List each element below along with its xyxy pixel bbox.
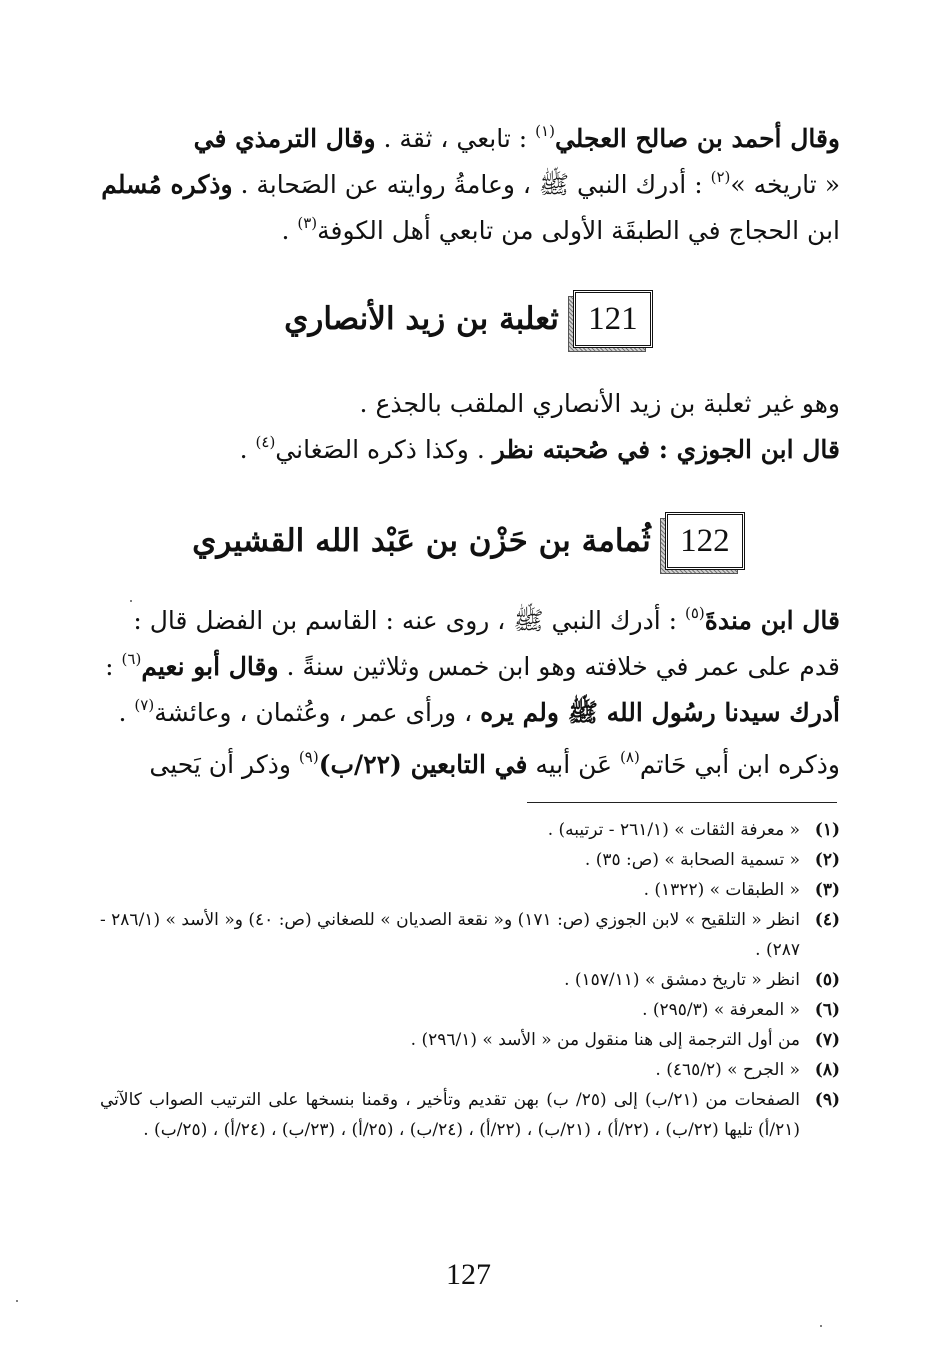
entry-title: ثُمامة بن حَزْن بن عَبْد الله القشيري: [192, 523, 651, 559]
text-line: أدرك سيدنا رسُول الله ﷺ ولم يره ، ورأى عمر ، وعُثمان ، وعائشة$^{(٧)}$ .: [118, 695, 840, 727]
footnote-separator: [527, 802, 837, 803]
text-line: وذكره ابن أبي حَاتم$^{(٨)}$ عَن أبيه في التابعين (٢٢/ب)$^{(٩)}$ وذكر أن يَحيى: [149, 747, 840, 779]
footnote: (٨) « الجرح » (٤٦٥/٢) .: [655, 1060, 840, 1080]
text-line: « تاريخه »$^{(٢)}$ : أدرك النبي ﷺ ، وعامةُ روايته عن الصَحابة . وذكره مُسلم: [101, 167, 840, 199]
entry-122-body: [100, 598, 840, 788]
footnote: (٩) الصفحات من (٢١/ب) إلى (٢٥/ ب) بهن تقديم وتأخير ، وقمنا بنسخها على الترتيب الصواب كالآتي (٢١/أ) تليها (٢٢/ب) ، (٢٢/أ) ، (٢١/ب) ، (٢٢/أ) ، (٢٤/ب) ، (٢٥/أ) ، (٢٣/ب) ، (٢٤/أ) ، (٢٥/ب) .: [100, 1090, 840, 1140]
footnote: (٥) انظر « تاريخ دمشق » (١٥٧/١١) .: [564, 970, 840, 990]
entry-number-box: 122: [665, 512, 745, 570]
entry-number-box: 121: [573, 290, 653, 348]
page-number: 127: [446, 1258, 491, 1291]
footnote: (١) « معرفة الثقات » (٢٦١/١ - ترتيبه) .: [547, 820, 840, 840]
footnote: (٤) انظر « التلقيح » لابن الجوزي (ص: ١٧١) و« نقعة الصديان » للصغاني (ص: ٤٠) و« الأسد » (٢٨٦/١ - ٢٨٧) .: [100, 910, 840, 960]
paragraph-ijli: [100, 116, 840, 254]
footnote: (٧) من أول الترجمة إلى هنا منقول من « الأسد » (٢٩٦/١) .: [410, 1030, 840, 1050]
text-line: وهو غير ثعلبة بن زيد الأنصاري الملقب بالجذع .: [359, 389, 840, 418]
entry-title: ثعلبة بن زيد الأنصاري: [284, 301, 559, 337]
entry-heading-122: [0, 506, 937, 576]
scan-speck: [130, 600, 132, 602]
text-line: وقال أحمد بن صالح العجلي$^{(١)}$ : تابعي ، ثقة . وقال الترمذي في: [193, 121, 840, 153]
footnote: (٦) « المعرفة » (٢٩٥/٣) .: [642, 1000, 840, 1020]
text-line: قدم على عمر في خلافته وهو ابن خمس وثلاثين سنةً . وقال أبو نعيم$^{(٦)}$ :: [105, 649, 840, 681]
entry-121-body: [100, 381, 840, 473]
scan-speck: [16, 1300, 18, 1302]
footnote: (٢) « تسمية الصحابة » (ص: ٣٥) .: [584, 850, 840, 870]
footnote: (٣) « الطبقات » (١٣٢٢) .: [643, 880, 840, 900]
text-line: قال ابن الجوزي : في صُحبته نظر . وكذا ذكره الصَغاني$^{(٤)}$ .: [239, 432, 840, 464]
text-line: ابن الحجاج في الطبقَة الأولى من تابعي أهل الكوفة$^{(٣)}$ .: [281, 213, 840, 245]
text-line: قال ابن مندةَ$^{(٥)}$ : أدرك النبي ﷺ ، روى عنه : القاسم بن الفضل قال :: [133, 603, 840, 635]
footnotes: [100, 815, 840, 1145]
scan-speck: [820, 1325, 822, 1327]
entry-heading-121: [0, 284, 937, 354]
